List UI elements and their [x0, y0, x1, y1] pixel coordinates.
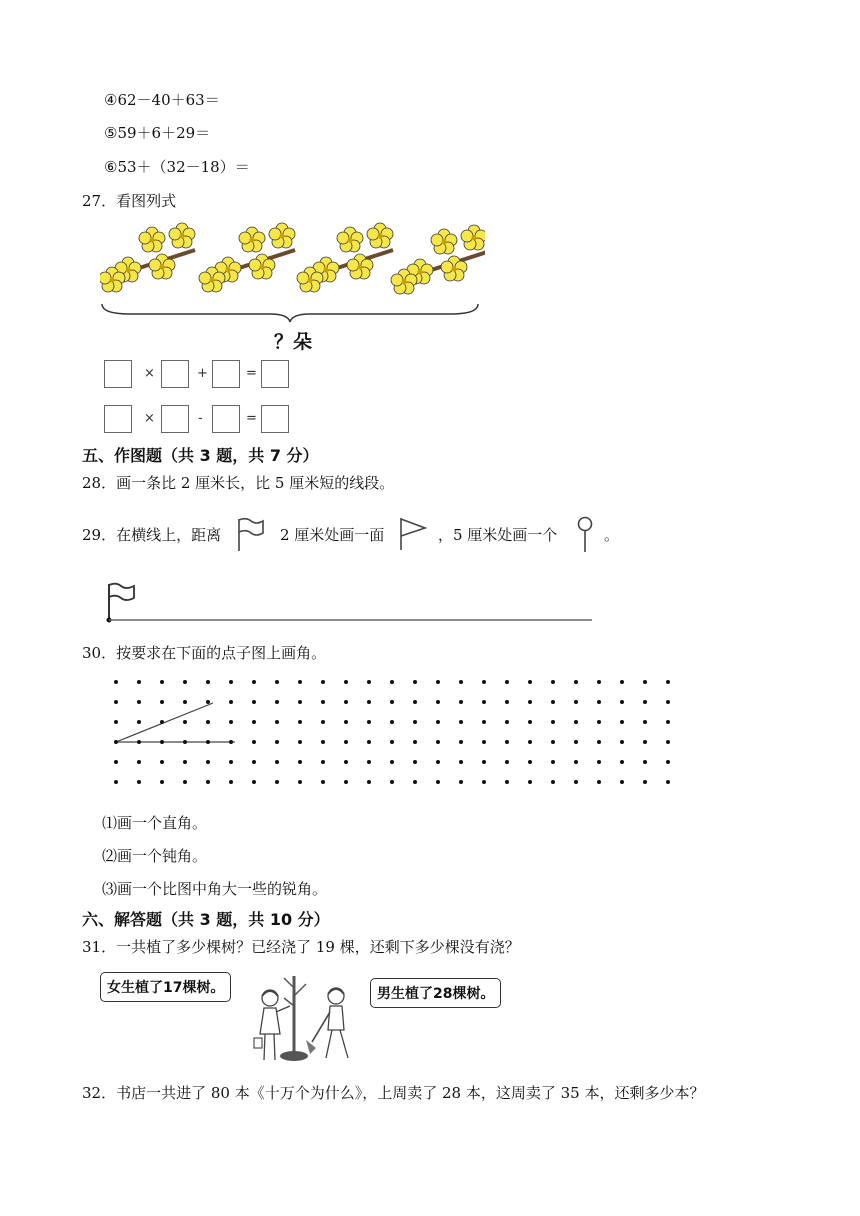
grid-dot[interactable]: [183, 780, 187, 784]
grid-dot[interactable]: [114, 680, 118, 684]
drawing-line-with-flag[interactable]: [100, 578, 600, 626]
answer-box[interactable]: [104, 360, 132, 388]
tree-planting-illustration: [240, 968, 380, 1068]
grid-dot[interactable]: [505, 720, 509, 724]
grid-dot[interactable]: [436, 720, 440, 724]
question-29-part4: 。: [604, 526, 620, 544]
section-6-title: 六、解答题（共 3 题，共 10 分）: [82, 910, 330, 929]
item-expression: 62－40＋63＝: [117, 91, 220, 109]
grid-dot[interactable]: [275, 680, 279, 684]
grid-dot[interactable]: [505, 740, 509, 744]
grid-dot[interactable]: [160, 740, 164, 744]
item-mark: ⑥: [104, 158, 118, 176]
grid-dot[interactable]: [390, 700, 394, 704]
grid-dot[interactable]: [643, 680, 647, 684]
grid-dot[interactable]: [367, 700, 371, 704]
answer-box[interactable]: [161, 360, 189, 388]
grid-dot[interactable]: [551, 760, 555, 764]
grid-dot[interactable]: [597, 680, 601, 684]
grid-dot[interactable]: [183, 680, 187, 684]
grid-dot[interactable]: [390, 680, 394, 684]
grid-dot[interactable]: [160, 780, 164, 784]
grid-dot[interactable]: [229, 740, 233, 744]
grid-dot[interactable]: [137, 760, 141, 764]
grid-dot[interactable]: [137, 700, 141, 704]
grid-dot[interactable]: [459, 700, 463, 704]
answer-box[interactable]: [104, 405, 132, 433]
grid-dot[interactable]: [643, 780, 647, 784]
grid-dot[interactable]: [390, 720, 394, 724]
grid-dot[interactable]: [643, 700, 647, 704]
grid-dot[interactable]: [413, 700, 417, 704]
grid-dot[interactable]: [114, 720, 118, 724]
grid-dot[interactable]: [620, 760, 624, 764]
grid-dot[interactable]: [551, 740, 555, 744]
grid-dot[interactable]: [137, 680, 141, 684]
grid-dot[interactable]: [459, 740, 463, 744]
question-29-part1: 29．在横线上，距离: [82, 526, 222, 544]
grid-dot[interactable]: [252, 700, 256, 704]
grid-dot[interactable]: [344, 760, 348, 764]
grid-dot[interactable]: [528, 780, 532, 784]
answer-box[interactable]: [261, 360, 289, 388]
grid-dot[interactable]: [367, 680, 371, 684]
grid-dot[interactable]: [620, 780, 624, 784]
grid-dot[interactable]: [482, 740, 486, 744]
grid-dot[interactable]: [252, 680, 256, 684]
grid-dot[interactable]: [206, 720, 210, 724]
grid-dot[interactable]: [321, 760, 325, 764]
grid-dot[interactable]: [528, 720, 532, 724]
grid-dot[interactable]: [666, 740, 670, 744]
grid-dot[interactable]: [367, 760, 371, 764]
grid-dot[interactable]: [390, 740, 394, 744]
grid-dot[interactable]: [298, 780, 302, 784]
grid-dot[interactable]: [436, 740, 440, 744]
grid-dot[interactable]: [321, 720, 325, 724]
operator-equals: =: [246, 366, 257, 381]
grid-dot[interactable]: [551, 720, 555, 724]
answer-box[interactable]: [212, 405, 240, 433]
grid-dot[interactable]: [252, 760, 256, 764]
grid-dot[interactable]: [528, 740, 532, 744]
grid-dot[interactable]: [482, 720, 486, 724]
grid-dot[interactable]: [482, 680, 486, 684]
grid-dot[interactable]: [482, 700, 486, 704]
grid-dot[interactable]: [505, 700, 509, 704]
question-28: 28．画一条比 2 厘米长，比 5 厘米短的线段。: [82, 474, 395, 492]
grid-dot[interactable]: [252, 720, 256, 724]
grid-dot[interactable]: [275, 720, 279, 724]
boy-speech-bubble: 男生植了28棵树。: [370, 978, 501, 1008]
grid-dot[interactable]: [298, 720, 302, 724]
total-brace: [100, 302, 480, 324]
grid-dot[interactable]: [528, 680, 532, 684]
grid-dot[interactable]: [114, 740, 118, 744]
grid-dot[interactable]: [620, 720, 624, 724]
grid-dot[interactable]: [436, 780, 440, 784]
grid-dot[interactable]: [459, 780, 463, 784]
grid-dot[interactable]: [367, 780, 371, 784]
grid-dot[interactable]: [229, 760, 233, 764]
grid-dot[interactable]: [436, 700, 440, 704]
grid-dot[interactable]: [551, 680, 555, 684]
grid-dot[interactable]: [206, 780, 210, 784]
grid-dot[interactable]: [229, 720, 233, 724]
flower-branches-illustration: [100, 222, 485, 300]
total-flowers-label: ？朵: [274, 331, 313, 353]
grid-dot[interactable]: [137, 780, 141, 784]
grid-dot[interactable]: [413, 720, 417, 724]
grid-dot[interactable]: [459, 720, 463, 724]
grid-dot[interactable]: [229, 680, 233, 684]
grid-dot[interactable]: [344, 680, 348, 684]
section-5-title: 五、作图题（共 3 题，共 7 分）: [82, 446, 319, 465]
grid-dot[interactable]: [114, 760, 118, 764]
grid-dot[interactable]: [413, 740, 417, 744]
q30-subitem-2: ⑵画一个钝角。: [102, 847, 208, 865]
grid-dot[interactable]: [666, 760, 670, 764]
grid-dot[interactable]: [298, 700, 302, 704]
grid-dot[interactable]: [275, 760, 279, 764]
grid-dot[interactable]: [436, 760, 440, 764]
grid-dot[interactable]: [160, 760, 164, 764]
girl-speech-bubble: 女生植了17棵树。: [100, 972, 231, 1002]
grid-dot[interactable]: [597, 720, 601, 724]
grid-dot[interactable]: [597, 740, 601, 744]
grid-dot[interactable]: [666, 720, 670, 724]
item-expression: 59＋6＋29＝: [117, 124, 211, 142]
grid-dot[interactable]: [183, 760, 187, 764]
grid-dot[interactable]: [229, 700, 233, 704]
grid-dot[interactable]: [551, 780, 555, 784]
grid-dot[interactable]: [620, 700, 624, 704]
operator-equals: =: [246, 411, 257, 426]
grid-dot[interactable]: [436, 680, 440, 684]
grid-dot[interactable]: [413, 760, 417, 764]
question-32: 32．书店一共进了 80 本《十万个为什么》，上周卖了 28 本，这周卖了 35 本，还剩多少本？: [82, 1084, 705, 1102]
grid-dot[interactable]: [160, 700, 164, 704]
grid-dot[interactable]: [574, 700, 578, 704]
question-27: 27．看图列式: [82, 192, 177, 210]
grid-dot[interactable]: [114, 700, 118, 704]
flag-icon: [236, 517, 266, 553]
grid-dot[interactable]: [597, 700, 601, 704]
grid-dot[interactable]: [275, 780, 279, 784]
grid-dot[interactable]: [298, 680, 302, 684]
operator-times: ×: [144, 411, 155, 426]
grid-dot[interactable]: [574, 780, 578, 784]
grid-dot[interactable]: [643, 740, 647, 744]
q30-subitem-3: ⑶画一个比图中角大一些的锐角。: [102, 880, 328, 898]
question-30: 30．按要求在下面的点子图上画角。: [82, 644, 327, 662]
grid-dot[interactable]: [321, 680, 325, 684]
grid-dot[interactable]: [206, 700, 210, 704]
grid-dot[interactable]: [206, 760, 210, 764]
question-29-part2: 2 厘米处画一面: [280, 526, 385, 544]
answer-box[interactable]: [212, 360, 240, 388]
grid-dot[interactable]: [137, 740, 141, 744]
grid-dot[interactable]: [597, 780, 601, 784]
grid-dot[interactable]: [643, 760, 647, 764]
item-mark: ⑤: [104, 124, 118, 142]
grid-dot[interactable]: [298, 760, 302, 764]
grid-dot[interactable]: [666, 700, 670, 704]
grid-dot[interactable]: [574, 760, 578, 764]
grid-dot[interactable]: [160, 720, 164, 724]
q30-subitem-1: ⑴画一个直角。: [102, 814, 208, 832]
grid-dot[interactable]: [114, 780, 118, 784]
grid-dot[interactable]: [344, 700, 348, 704]
grid-dot[interactable]: [252, 780, 256, 784]
grid-dot[interactable]: [459, 760, 463, 764]
grid-dot[interactable]: [574, 720, 578, 724]
grid-dot[interactable]: [344, 720, 348, 724]
grid-dot[interactable]: [206, 740, 210, 744]
grid-dot[interactable]: [597, 760, 601, 764]
grid-dot[interactable]: [620, 680, 624, 684]
answer-box[interactable]: [261, 405, 289, 433]
grid-dot[interactable]: [183, 700, 187, 704]
grid-dot[interactable]: [413, 780, 417, 784]
triangle-flag-icon: [398, 516, 428, 552]
grid-dot[interactable]: [482, 780, 486, 784]
grid-dot[interactable]: [482, 760, 486, 764]
grid-dot[interactable]: [505, 760, 509, 764]
grid-dot[interactable]: [528, 760, 532, 764]
question-31: 31．一共植了多少棵树？已经浇了 19 棵，还剩下多少棵没有浇？: [82, 938, 520, 956]
grid-dot[interactable]: [137, 720, 141, 724]
round-sign-icon: [574, 514, 596, 554]
grid-dot[interactable]: [183, 740, 187, 744]
grid-dot[interactable]: [229, 780, 233, 784]
grid-dot[interactable]: [206, 680, 210, 684]
grid-dot[interactable]: [505, 680, 509, 684]
grid-dot[interactable]: [321, 780, 325, 784]
grid-dot[interactable]: [321, 700, 325, 704]
operator-minus: -: [198, 411, 203, 426]
grid-dot[interactable]: [275, 700, 279, 704]
grid-dot[interactable]: [275, 740, 279, 744]
grid-dot[interactable]: [574, 740, 578, 744]
grid-dot[interactable]: [666, 680, 670, 684]
grid-dot[interactable]: [160, 680, 164, 684]
grid-dot[interactable]: [367, 720, 371, 724]
grid-dot[interactable]: [620, 740, 624, 744]
grid-dot[interactable]: [551, 700, 555, 704]
calc-item-5: [104, 122, 210, 143]
grid-dot[interactable]: [666, 780, 670, 784]
item-expression: 53＋（32－18）＝: [117, 158, 250, 176]
grid-dot[interactable]: [390, 780, 394, 784]
grid-dot[interactable]: [574, 680, 578, 684]
grid-dot[interactable]: [367, 740, 371, 744]
grid-dot[interactable]: [344, 780, 348, 784]
calc-item-6: [104, 156, 250, 177]
grid-dot[interactable]: [252, 740, 256, 744]
reference-angle: [116, 703, 235, 742]
grid-dot[interactable]: [459, 680, 463, 684]
grid-dot[interactable]: [321, 740, 325, 744]
question-29-part3: ，5 厘米处画一个: [438, 526, 558, 544]
grid-dot[interactable]: [183, 720, 187, 724]
operator-times: ×: [144, 366, 155, 381]
operator-plus: +: [197, 366, 208, 381]
grid-dot[interactable]: [413, 680, 417, 684]
grid-dot[interactable]: [643, 720, 647, 724]
grid-dot[interactable]: [505, 780, 509, 784]
grid-dot[interactable]: [298, 740, 302, 744]
calc-item-4: [104, 89, 220, 110]
answer-box[interactable]: [161, 405, 189, 433]
dot-grid[interactable]: [100, 672, 692, 792]
grid-dot[interactable]: [344, 740, 348, 744]
grid-dot[interactable]: [390, 760, 394, 764]
item-mark: ④: [104, 91, 118, 109]
grid-dot[interactable]: [528, 700, 532, 704]
